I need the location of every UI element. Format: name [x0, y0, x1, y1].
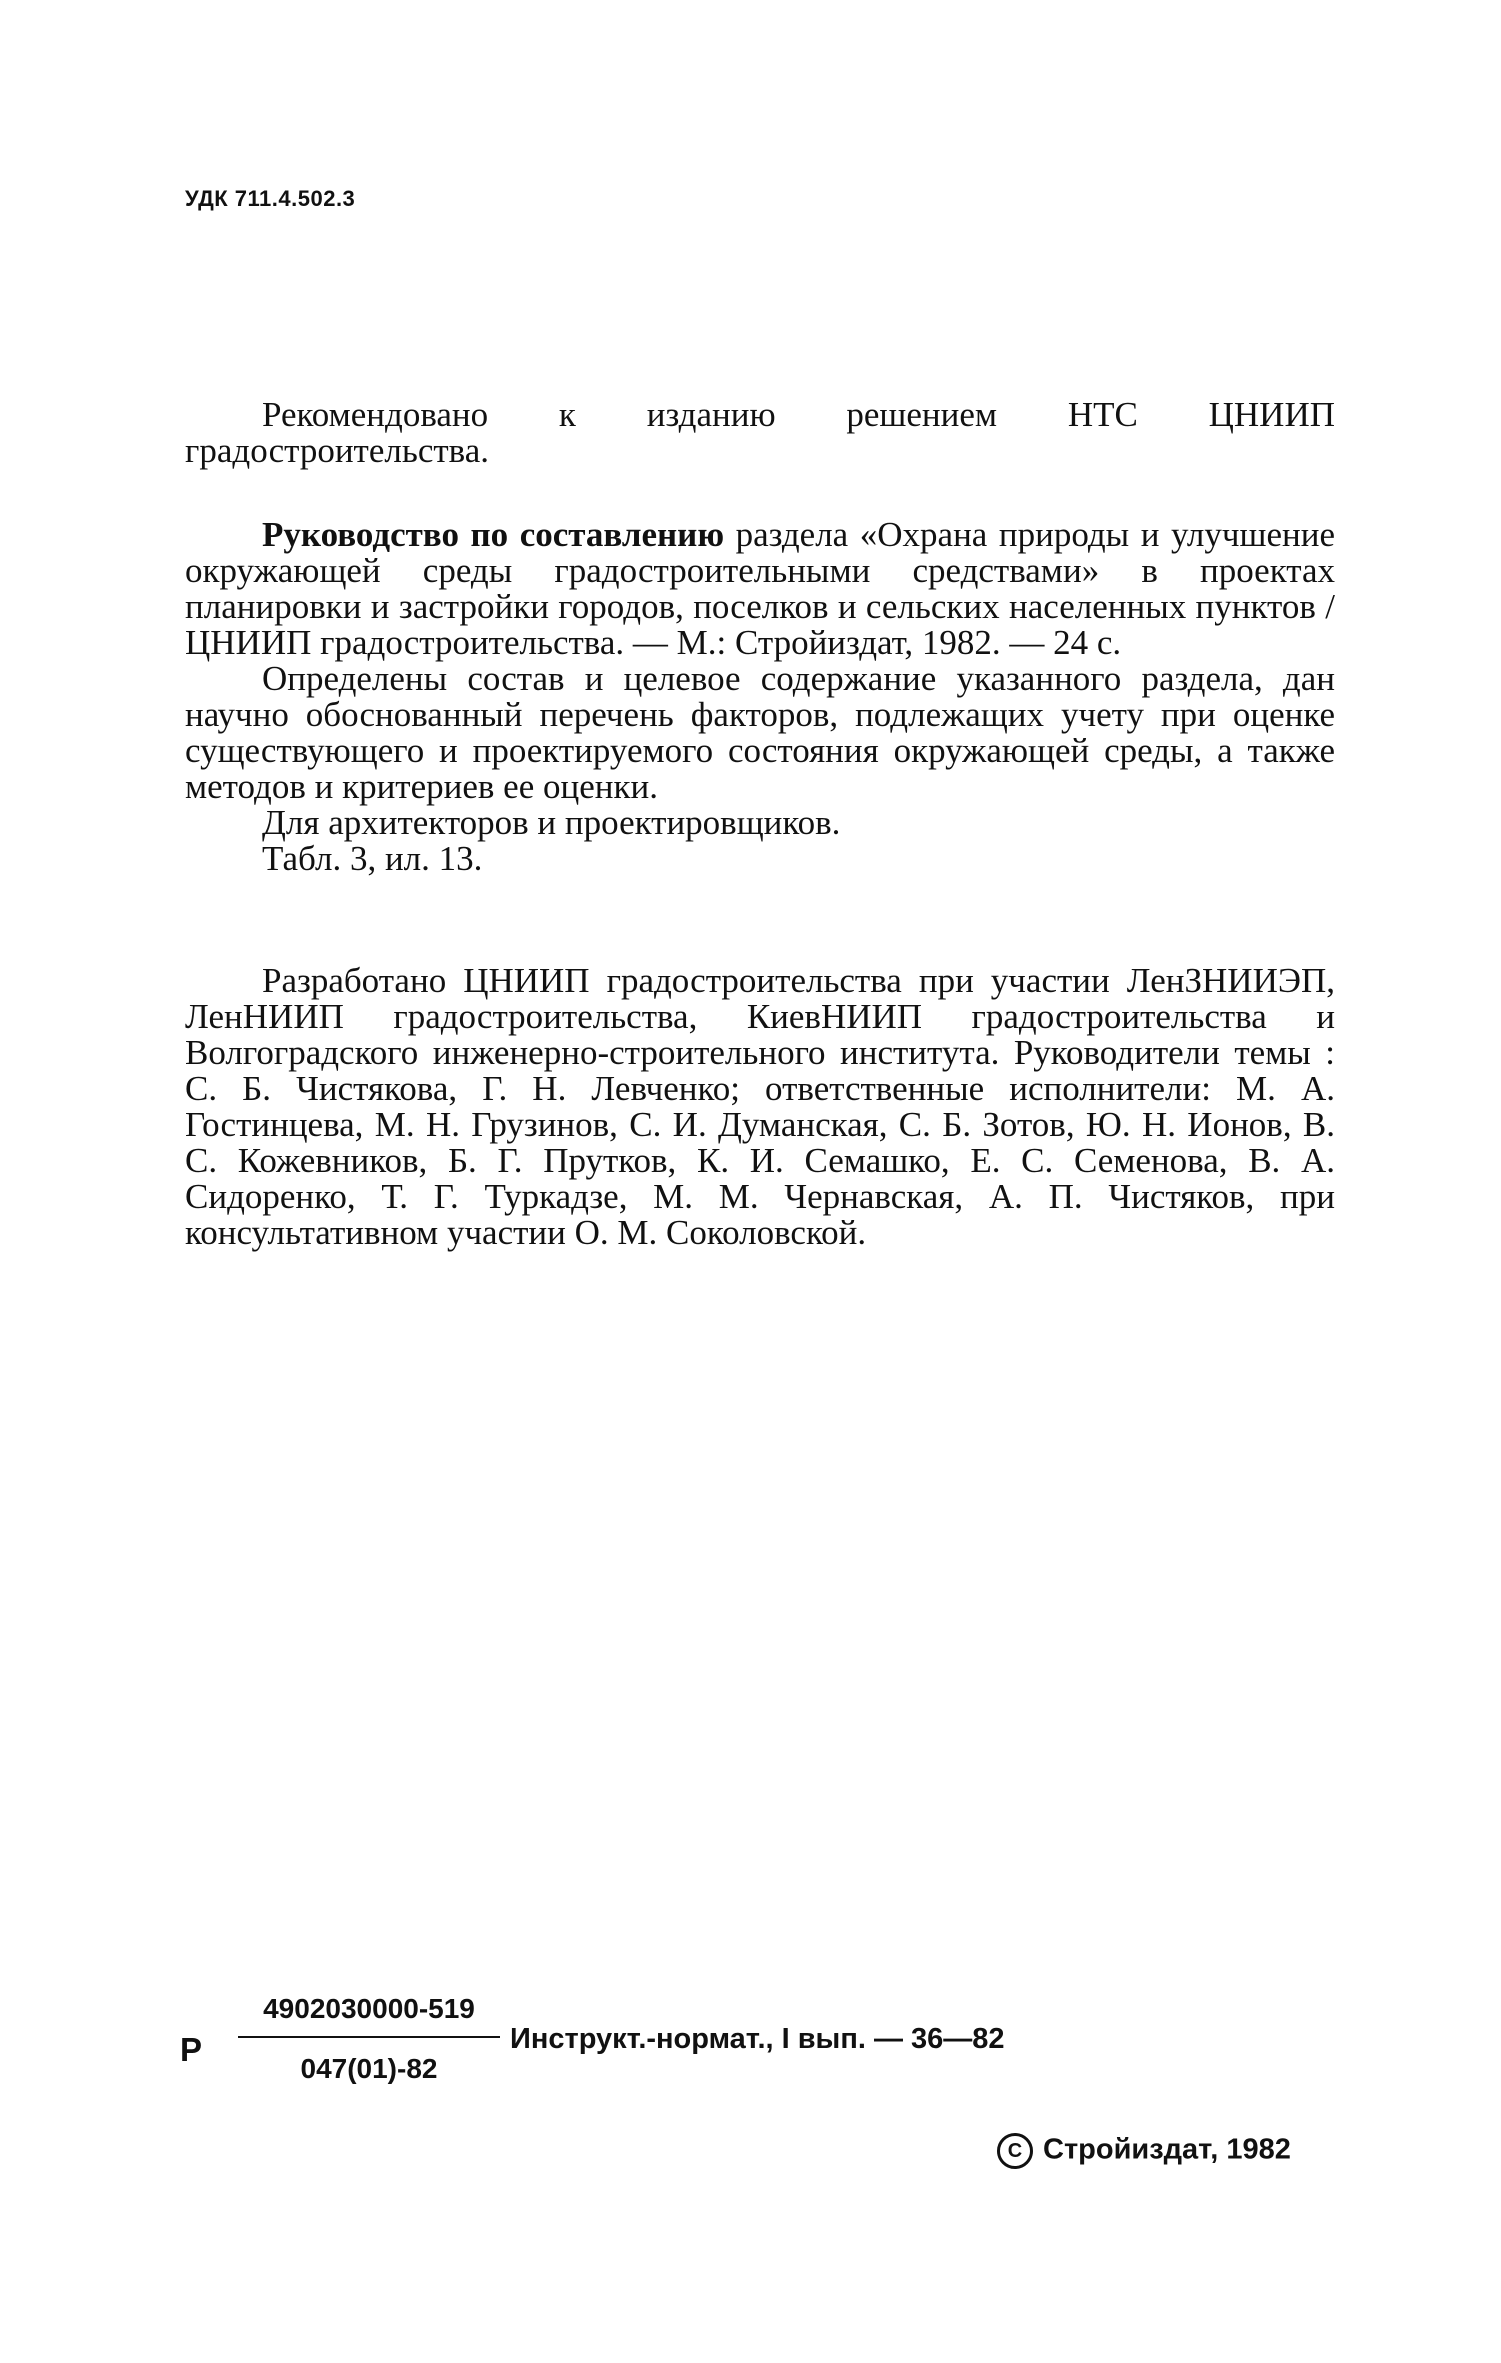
copyright-icon: C — [997, 2133, 1033, 2169]
annotation-summary: Определены состав и целевое содержание указанного раздела, дан научно обоснованный перечень факторов, подлежащих учету при оценке существующего и проектируемого состояния окружающей среды, а также методов и критериев ее оценки. — [185, 659, 1335, 806]
fraction-line — [238, 2036, 500, 2038]
citation-text: раздела «Охрана природы и улучшение окружающей среды градостроительными средствами» в проектах планировки и застройки городов, поселков и сельских населенных пунктов / ЦНИИП градостроительства. — М.: Стройиздат, 1982. — 24 с. — [185, 515, 1335, 662]
catalog-index — [180, 1993, 1180, 2103]
copyright-line — [997, 2133, 1291, 2169]
recommendation-text: Рекомендовано к изданию решением НТС ЦНИИП градостроительства. — [185, 395, 1335, 470]
developers-text: Разработано ЦНИИП градостроительства при участии ЛенЗНИИЭП, ЛенНИИП градостроительства, КиевНИИП градостроительства и Волгоградского инженерно-строительного института. Руководители темы : С. Б. Чистякова, Г. Н. Левченко; ответственные исполнители: М. А. Гостинцева, М. Н. Грузинов, С. И. Думанская, С. Б. Зотов, Ю. Н. Ионов, В. С. Кожевников, Б. Г. Прутков, К. И. Семашко, Е. С. Семенова, В. А. Сидоренко, Т. Г. Туркадзе, М. М. Чернавская, А. П. Чистяков, при консультативном участии О. М. Соколовской. — [185, 961, 1335, 1252]
bibliographic-citation — [185, 517, 1335, 661]
bibliographic-annotation — [185, 517, 1335, 877]
copyright-text: Стройиздат, 1982 — [1043, 2133, 1291, 2166]
catalog-denominator: 047(01)-82 — [300, 2053, 438, 2084]
catalog-numerator: 4902030000-519 — [263, 1993, 475, 2024]
annotation-counts: Табл. 3, ил. 13. — [262, 839, 483, 878]
catalog-letter: Р — [180, 2031, 203, 2068]
catalog-info: Инструкт.-нормат., I вып. — 36—82 — [510, 2023, 1005, 2055]
book-title: Руководство по составлению — [262, 515, 725, 554]
developers-note — [185, 963, 1335, 1251]
annotation-audience: Для архитекторов и проектировщиков. — [262, 803, 841, 842]
recommendation-note — [185, 397, 1335, 469]
udk-code: УДК 711.4.502.3 — [185, 186, 356, 211]
